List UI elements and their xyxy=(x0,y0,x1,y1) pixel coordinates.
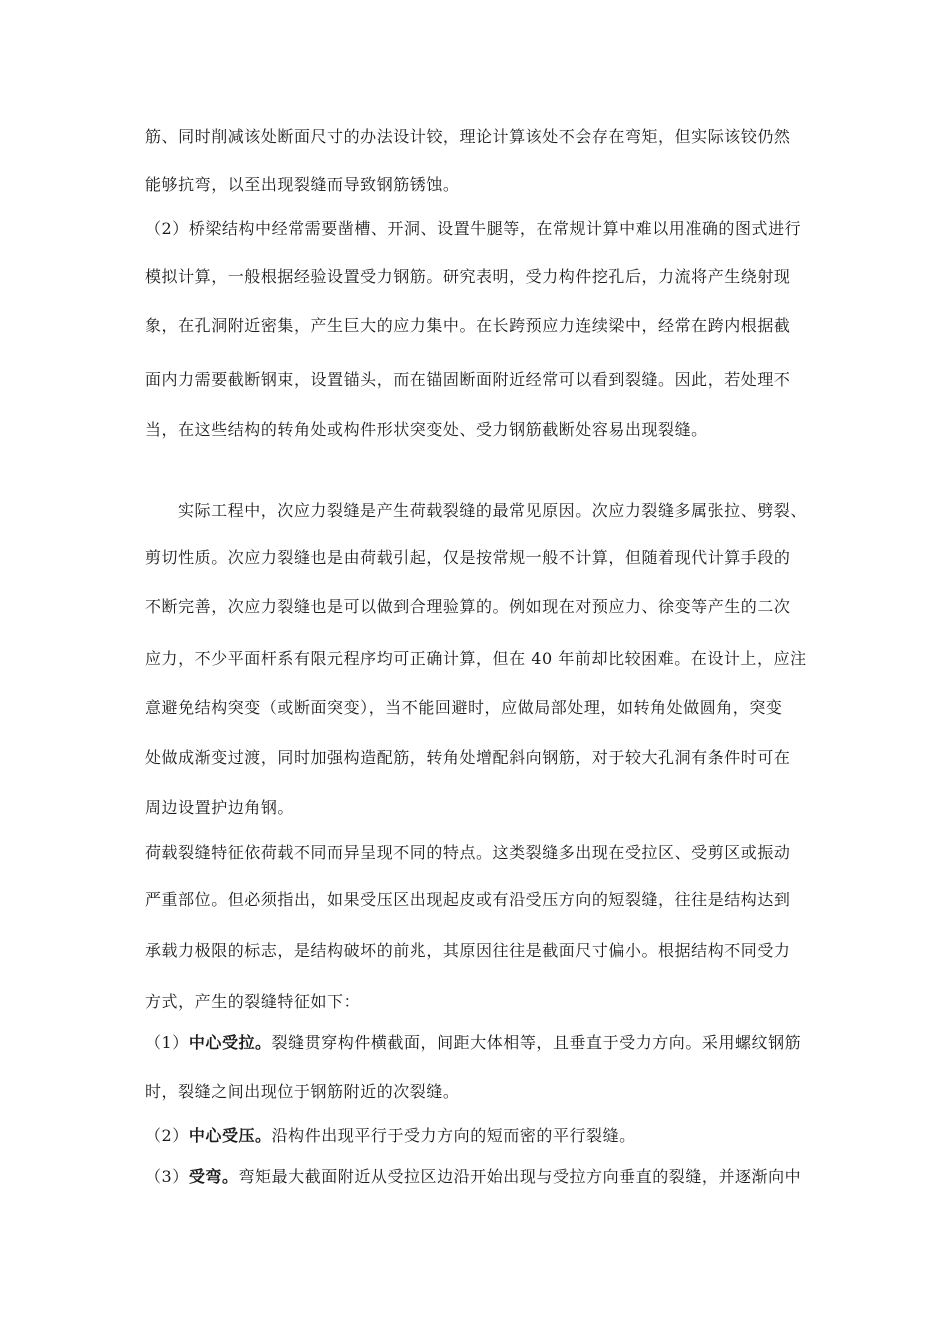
list-item-1-line-2: 时，裂缝之间出现位于钢筋附近的次裂缝。 xyxy=(145,1082,460,1101)
paragraph-2-line-4: 面内力需要截断钢束，设置锚头，而在锚固断面附近经常可以看到裂缝。因此，若处理不 xyxy=(145,370,791,389)
paragraph-4-line-1: 荷载裂缝特征依荷载不同而异呈现不同的特点。这类裂缝多出现在受拉区、受剪区或振动 xyxy=(145,843,791,862)
paragraph-3-line-1: 实际工程中，次应力裂缝是产生荷载裂缝的最常见原因。次应力裂缝多属张拉、劈裂、 xyxy=(178,501,807,520)
list-item-1-number: （1） xyxy=(145,1033,189,1052)
paragraph-2-line-1: （2）桥梁结构中经常需要凿槽、开洞、设置牛腿等，在常规计算中难以用准确的图式进行 xyxy=(145,219,802,238)
paragraph-3-line-5: 意避免结构突变（或断面突变），当不能回避时，应做局部处理，如转角处做圆角，突变 xyxy=(145,698,783,717)
list-item-2-number: （2） xyxy=(145,1126,189,1145)
list-item-3-text: 弯矩最大截面附近从受拉区边沿开始出现与受拉方向垂直的裂缝，并逐渐向中 xyxy=(238,1167,802,1186)
list-item-2 xyxy=(145,1126,636,1146)
list-item-1-title: 中心受拉。 xyxy=(188,1033,272,1052)
paragraph-2-line-5: 当，在这些结构的转角处或构件形状突变处、受力钢筋截断处容易出现裂缝。 xyxy=(145,420,708,439)
list-item-3-number: （3） xyxy=(145,1167,189,1186)
list-item-2-text: 沿构件出现平行于受力方向的短而密的平行裂缝。 xyxy=(271,1126,636,1145)
list-item-1-line-1 xyxy=(145,1033,801,1053)
paragraph-3-line-3: 不断完善，次应力裂缝也是可以做到合理验算的。例如现在对预应力、徐变等产生的二次 xyxy=(145,597,791,616)
paragraph-3-line-6: 处做成渐变过渡，同时加强构造配筋，转角处增配斜向钢筋，对于较大孔洞有条件时可在 xyxy=(145,748,791,767)
paragraph-2-line-3: 象，在孔洞附近密集，产生巨大的应力集中。在长跨预应力连续梁中，经常在跨内根据截 xyxy=(145,316,791,335)
list-item-3-title: 受弯。 xyxy=(188,1167,239,1186)
paragraph-3-line-2: 剪切性质。次应力裂缝也是由荷载引起，仅是按常规一般不计算，但随着现代计算手段的 xyxy=(145,548,791,567)
paragraph-1-line-1: 筋、同时削减该处断面尺寸的办法设计铰，理论计算该处不会存在弯矩，但实际该铰仍然 xyxy=(145,127,791,146)
paragraph-2-line-2: 模拟计算，一般根据经验设置受力钢筋。研究表明，受力构件挖孔后，力流将产生绕射现 xyxy=(145,267,791,286)
paragraph-4-line-2: 严重部位。但必须指出，如果受压区出现起皮或有沿受压方向的短裂缝，往往是结构达到 xyxy=(145,890,791,909)
paragraph-1-line-2: 能够抗弯，以至出现裂缝而导致钢筋锈蚀。 xyxy=(145,175,460,194)
paragraph-3-line-7: 周边设置护边角钢。 xyxy=(145,798,294,817)
list-item-1-text: 裂缝贯穿构件横截面，间距大体相等，且垂直于受力方向。采用螺纹钢筋 xyxy=(271,1033,802,1052)
list-item-3 xyxy=(145,1167,801,1187)
list-item-2-title: 中心受压。 xyxy=(188,1126,272,1145)
paragraph-4-line-3: 承载力极限的标志，是结构破坏的前兆，其原因往往是截面尺寸偏小。根据结构不同受力 xyxy=(145,941,791,960)
paragraph-4-line-4: 方式，产生的裂缝特征如下： xyxy=(145,992,361,1011)
paragraph-3-line-4: 应力，不少平面杆系有限元程序均可正确计算，但在 40 年前却比较困难。在设计上，应注 xyxy=(145,649,807,668)
